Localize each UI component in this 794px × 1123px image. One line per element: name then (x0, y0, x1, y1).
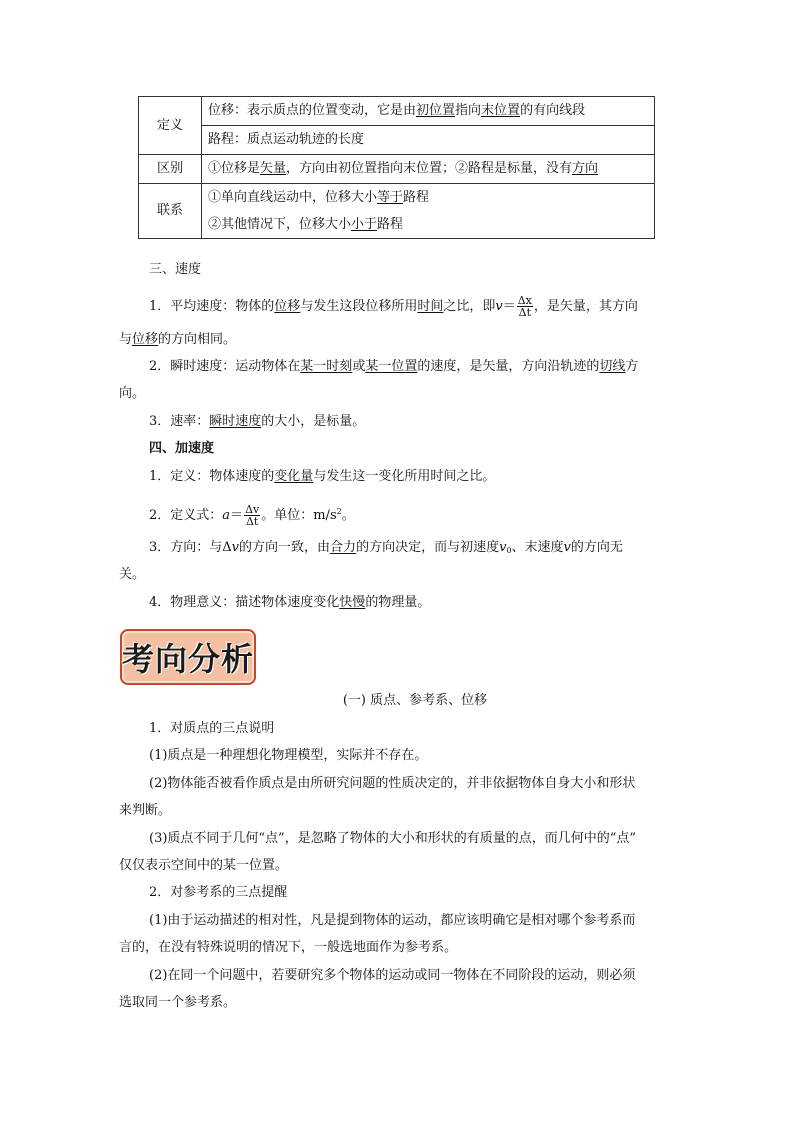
table-cell-distance-def: 路程：质点运动轨迹的长度 (202, 126, 655, 155)
accel-formula-line: 2．定义式：a＝ $\frac{\Delta v}{\Delta t}$ 。单位：$m/s^2$。 (149, 503, 355, 528)
particle-point-3: (3)质点不同于几何“点”，是忽略了物体的大小和形状的有质量的点，而几何中的“点” (149, 831, 636, 846)
section-title-acceleration: 四、加速度 (149, 441, 215, 456)
table-row (139, 155, 655, 184)
particle-point-2-cont: 来判断。 (119, 803, 172, 818)
accel-fraction: $\frac{\Delta v}{\Delta t}$ (245, 503, 260, 528)
accel-meaning-line: 4．物理意义：描述物体速度变化快慢的物理量。 (149, 595, 431, 610)
particle-point-3-cont: 仅仅表示空间中的某一位置。 (119, 858, 289, 873)
analysis-section-title: (一) 质点、参考系、位移 (342, 693, 488, 708)
section-title-velocity: 三、速度 (149, 262, 202, 277)
table-head-difference: 区别 (139, 155, 202, 184)
reference-points-title: 2．对参考系的三点提醒 (149, 885, 288, 900)
avg-velocity-line-2: 与位移的方向相同。 (119, 332, 237, 347)
table-row (139, 184, 655, 239)
avg-velocity-line: 1．平均速度：物体的位移与发生这段位移所用时间之比，即v＝ $\frac{\Delta x}{\Delta t}$ ，是矢量，其方向 (149, 294, 638, 319)
avg-velocity-fraction: $\frac{\Delta x}{\Delta t}$ (517, 294, 532, 319)
reference-point-2-cont: 选取同一个参考系。 (119, 995, 237, 1010)
table-row (139, 126, 655, 155)
table-row (139, 97, 655, 126)
accel-direction-line-2: 关。 (119, 567, 146, 582)
table-head-definition: 定义 (139, 97, 202, 155)
accel-direction-line: 3．方向：与Δv的方向一致，由合力的方向决定，而与初速度$v_0$、末速度v的方向无 (149, 540, 623, 555)
table-cell-displacement-def: 位移：表示质点的位置变动，它是由初位置指向末位置的有向线段 (202, 97, 655, 126)
instant-velocity-line: 2．瞬时速度：运动物体在某一时刻或某一位置的速度，是矢量，方向沿轨迹的切线方 (149, 359, 639, 374)
reference-point-1: (1)由于运动描述的相对性，凡是提到物体的运动，都应该明确它是相对哪个参考系而 (149, 913, 636, 928)
speed-line: 3．速率：瞬时速度的大小，是标量。 (149, 414, 366, 429)
particle-points-title: 1．对质点的三点说明 (149, 721, 275, 736)
table-head-relation: 联系 (139, 184, 202, 239)
accel-definition-line: 1．定义：物体速度的变化量与发生这一变化所用时间之比。 (149, 469, 496, 484)
reference-point-1-cont: 言的，在没有特殊说明的情况下，一般选地面作为参考系。 (119, 940, 458, 955)
analysis-banner (120, 629, 256, 685)
particle-point-2: (2)物体能否被看作质点是由所研究问题的性质决定的，并非依据物体自身大小和形状 (149, 776, 636, 791)
displacement-distance-table (138, 96, 655, 239)
instant-velocity-line-2: 向。 (119, 386, 146, 401)
table-cell-relation: ①单向直线运动中，位移大小等于路程 ②其他情况下，位移大小小于路程 (202, 184, 655, 239)
particle-point-1: (1)质点是一种理想化物理模型，实际并不存在。 (149, 748, 428, 763)
reference-point-2: (2)在同一个问题中，若要研究多个物体的运动或同一物体在不同阶段的运动，则必须 (149, 968, 636, 983)
table-cell-difference: ①位移是矢量，方向由初位置指向末位置；②路程是标量，没有方向 (202, 155, 655, 184)
analysis-banner-text: 考向分析 (122, 640, 255, 678)
